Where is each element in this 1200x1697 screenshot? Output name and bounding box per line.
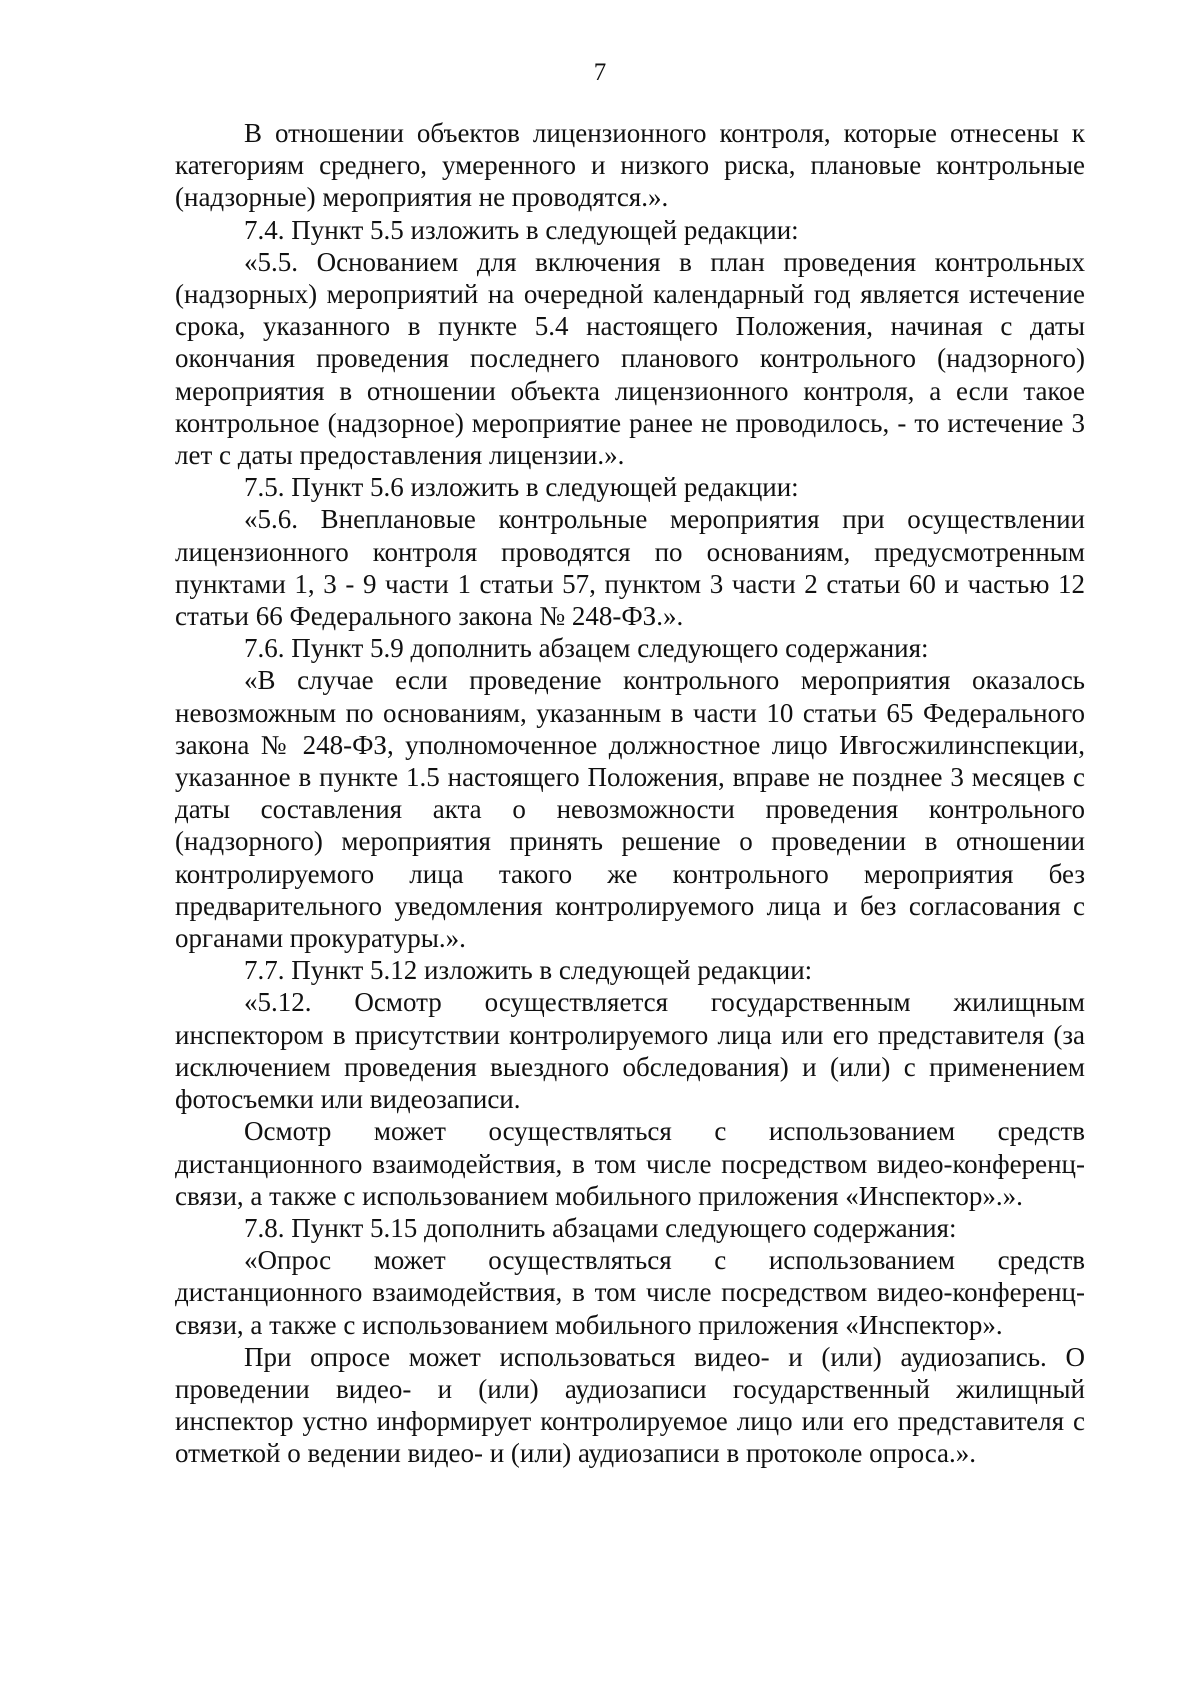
paragraph-clause-5-6: «5.6. Внеплановые контрольные мероприятия при осуществлении лицензионного контроля проводятся по основаниям, предусмотренным пунктами 1, 3 - 9 части 1 статьи 57, пунктом 3 части 2 статьи 60 и частью 12 статьи 66 Федерального закона № 248-ФЗ.». [175,504,1085,632]
paragraph-item-7-7: 7.7. Пункт 5.12 изложить в следующей редакции: [244,955,813,986]
document-body [175,117,1085,1470]
paragraph-inspection-remote: Осмотр может осуществляться с использованием средств дистанционного взаимодействия, в том числе посредством видео-конференц-связи, а также с использованием мобильного приложения «Инспектор».». [175,1116,1085,1211]
paragraph-item-7-4: 7.4. Пункт 5.5 изложить в следующей редакции: [244,214,799,245]
page-number: 7 [593,59,607,86]
paragraph-item-7-5: 7.5. Пункт 5.6 изложить в следующей редакции: [244,472,799,503]
paragraph-clause-5-12: «5.12. Осмотр осуществляется государственным жилищным инспектором в присутствии контролируемого лица или его представителя (за исключением проведения выездного обследования) и (или) с применением фотосъемки или видеозаписи. [175,987,1085,1115]
paragraph-item-7-6: 7.6. Пункт 5.9 дополнить абзацем следующего содержания: [244,633,929,664]
paragraph-survey-recording: При опросе может использоваться видео- и (или) аудиозапись. О проведении видео- и (или) аудиозаписи государственный жилищный инспектор устно информирует контролируемое лицо или его представителя с отметкой о ведении видео- и (или) аудиозаписи в протоколе опроса.». [175,1341,1085,1469]
paragraph-clause-5-9-addition: «В случае если проведение контрольного мероприятия оказалось невозможным по основаниям, указанным в части 10 статьи 65 Федерального закона № 248-ФЗ, уполномоченное должностное лицо Ивгосжилинспекции, указанное в пункте 1.5 настоящего Положения, вправе не позднее 3 месяцев с даты составления акта о невозможности проведения контрольного (надзорного) мероприятия принять решение о проведении в отношении контролируемого лица такого же контрольного мероприятия без предварительного уведомления контролируемого лица и без согласования с органами прокуратуры.». [175,665,1085,954]
paragraph-item-7-8: 7.8. Пункт 5.15 дополнить абзацами следующего содержания: [244,1212,957,1243]
paragraph-survey-remote: «Опрос может осуществляться с использованием средств дистанционного взаимодействия, в том числе посредством видео-конференц-связи, а также с использованием мобильного приложения «Инспектор». [175,1245,1085,1340]
paragraph-risk-categories: В отношении объектов лицензионного контроля, которые отнесены к категориям среднего, умеренного и низкого риска, плановые контрольные (надзорные) мероприятия не проводятся.». [175,118,1085,213]
paragraph-clause-5-5: «5.5. Основанием для включения в план проведения контрольных (надзорных) мероприятий на очередной календарный год является истечение срока, указанного в пункте 5.4 настоящего Положения, начиная с даты окончания проведения последнего планового контрольного (надзорного) мероприятия в отношении объекта лицензионного контроля, а если такое контрольное (надзорное) мероприятие ранее не проводилось, - то истечение 3 лет с даты предоставления лицензии.». [175,246,1085,471]
